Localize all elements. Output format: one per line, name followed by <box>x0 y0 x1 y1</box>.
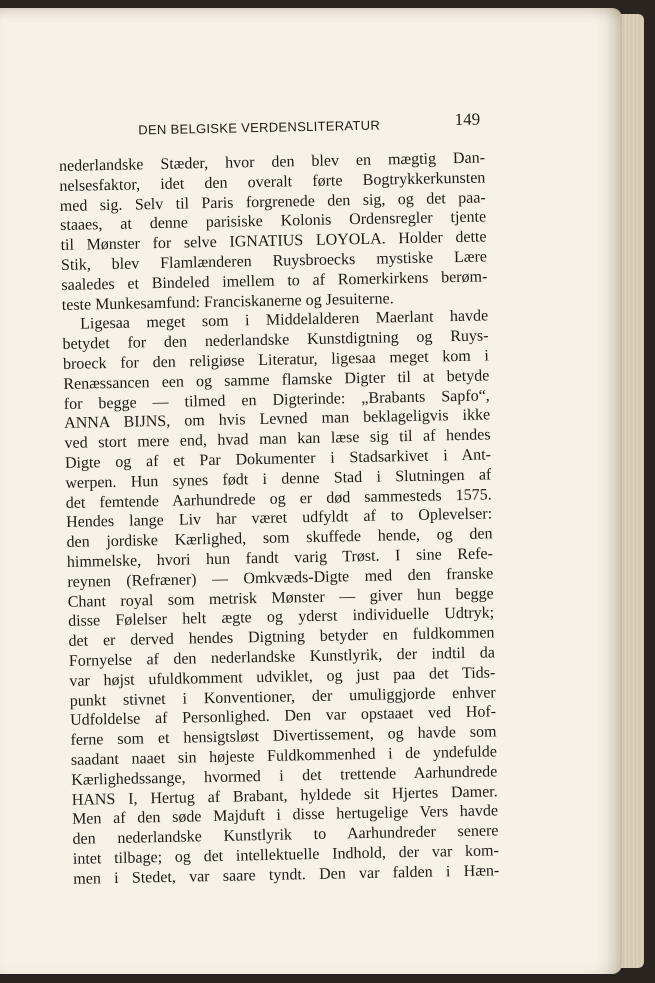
text-line: Fornyelse af den nederlandske Kunstlyrik, der indtil da <box>68 644 496 670</box>
text-line: punkt stivnet i Konventioner, der umuliggjorde enhver <box>69 683 496 710</box>
text-line: Stik, blev Flamlænderen Ruysbroecks mystiske Lære <box>60 248 488 274</box>
running-head <box>58 107 485 146</box>
text-line: den nederlandske Kunstlyrik to Aarhundreder senere <box>72 822 499 848</box>
text-line: det femtende Aarhundrede og er død sammesteds 1575. <box>65 485 492 512</box>
text-line: det er derved hendes Digtning betyder en fuldkommen <box>68 624 495 651</box>
body-text <box>59 148 502 889</box>
text-line: broeck for den religiøse Literatur, ligesaa meget kom i <box>62 347 490 373</box>
text-line: Kærlighedssange, hvormed i det trettende Aarhundrede <box>71 763 498 789</box>
page-number: 149 <box>454 109 481 130</box>
text-line: teste Munkesamfund: Franciskanerne og Jesuiterne. <box>61 289 394 314</box>
text-line: ANNA BIJNS, om hvis Levned man beklageligvis ikke <box>64 406 491 433</box>
text-line: HANS I, Hertug af Brabant, hyldede sit Hjertes Damer. <box>71 782 498 809</box>
text-line: Udfoldelse af Personlighed. Den var opstaaet ved Hof- <box>69 703 497 730</box>
text-line: den jordiske Kærlighed, som skuffede hende, og den <box>66 525 493 552</box>
text-line: var højst ufuldkomment udviklet, og just paa det Tids- <box>69 664 496 690</box>
text-block <box>58 107 501 889</box>
text-line: men i Stedet, var saare tyndt. Den var falden i Hæn- <box>73 861 500 888</box>
text-line: Ligesaa meget som i Middelalderen Maerlant havde <box>80 307 489 333</box>
text-line: werpen. Hun synes født i denne Stad i Slutningen af <box>65 466 492 492</box>
text-line: himmelske, hvori hun fandt varig Trøst. I sine Refe- <box>66 545 494 571</box>
text-line: saadant naaet sin højeste Fuldkommenhed i de yndefulde <box>70 743 498 769</box>
text-line: reynen (Refræner) — Omkvæds-Digte med den franske <box>67 565 494 591</box>
text-line: Digte og af et Par Dokumenter i Stadsarkivet i Ant- <box>64 446 492 472</box>
text-line: betydet for den nederlandske Kunstdigtning og Ruys- <box>62 327 489 354</box>
running-head-title: DEN BELGISKE VERDENSLITERATUR <box>138 117 381 138</box>
book-page <box>0 8 622 974</box>
text-line: Hendes lange Liv har været udfyldt af to Oplevelser: <box>65 505 493 532</box>
text-line: intet tilbage; og det intellektuelle Indhold, der var kom- <box>72 842 500 868</box>
text-line: ferne som et hensigtsløst Divertissement, og havde som <box>70 723 497 749</box>
text-line: nederlandske Stæder, hvor den blev en mægtig Dan- <box>58 149 486 175</box>
text-line: med sig. Selv til Paris forgrenede den sig, og det paa- <box>59 189 486 215</box>
text-line: for begge — tilmed en Digterinde: „Brabants Sapfo“, <box>63 386 490 413</box>
text-line: staaes, at denne parisiske Kolonis Ordensregler tjente <box>60 208 487 235</box>
text-line: nelsesfaktor, idet den overalt førte Bogtrykkerkunsten <box>59 169 486 195</box>
text-line: disse Følelser helt ægte og yderst individuelle Udtryk; <box>67 604 495 631</box>
text-line: saaledes et Bindeled imellem to af Romerkirkens berøm- <box>61 268 488 294</box>
text-line: ved stort mere end, hvad man kan læse sig til af hendes <box>64 426 491 453</box>
text-line: Renæssancen een og samme flamske Digter til at betyde <box>63 367 490 393</box>
text-line: Men af den søde Majduft i disse hertugelige Vers havde <box>71 802 499 829</box>
text-line: Chant royal som metrisk Mønster — giver hun begge <box>67 584 494 611</box>
text-line: til Mønster for selve IGNATIUS LOYOLA. Holder dette <box>60 228 487 255</box>
